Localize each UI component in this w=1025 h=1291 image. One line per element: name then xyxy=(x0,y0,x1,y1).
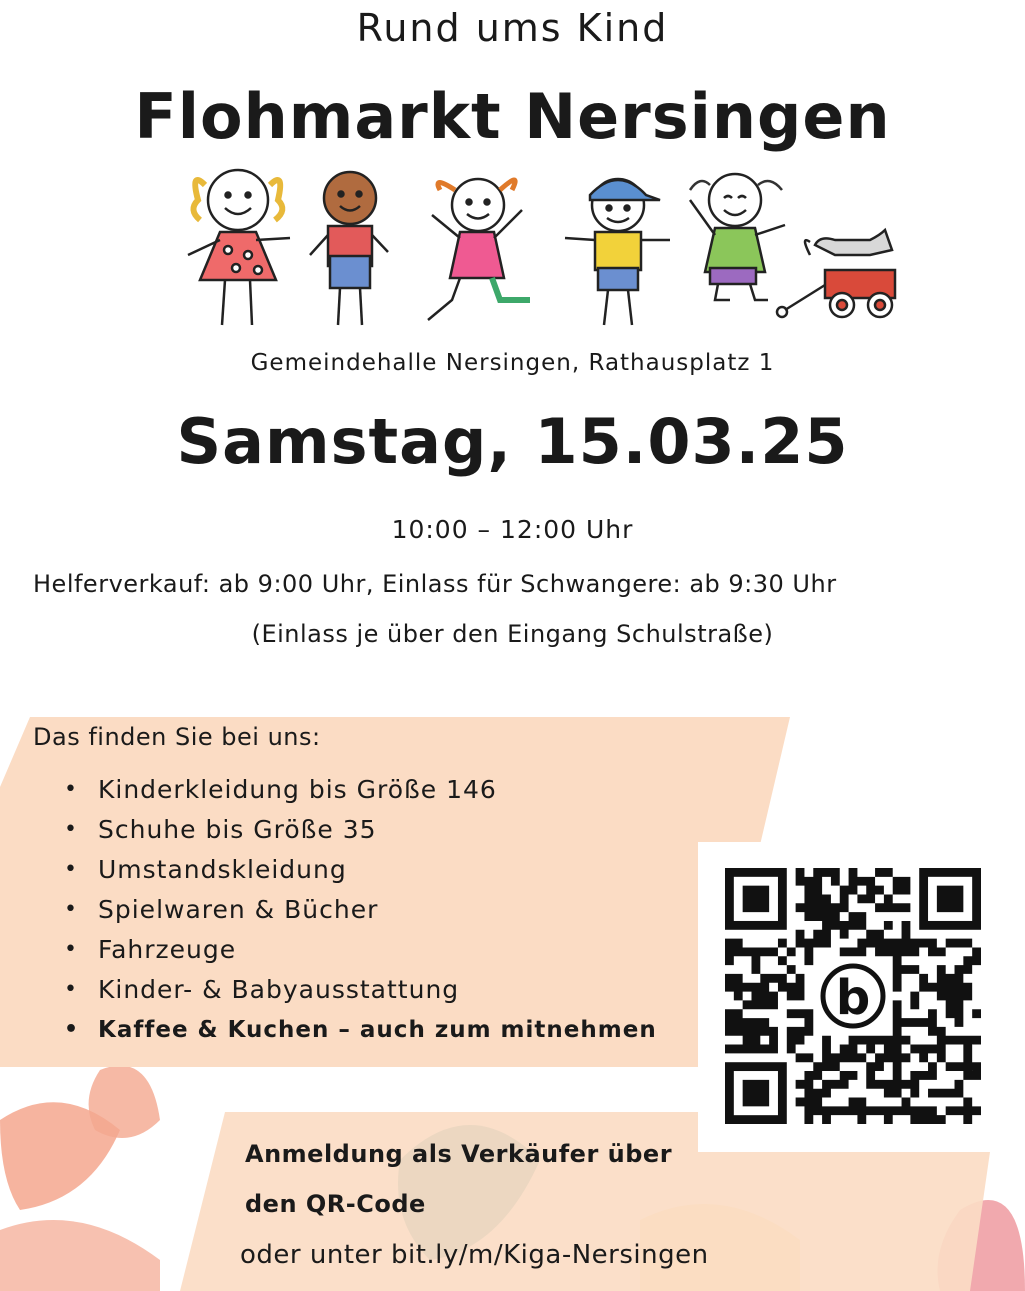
entrance-info: (Einlass je über den Eingang Schulstraße) xyxy=(251,620,774,648)
registration-link[interactable]: oder unter bit.ly/m/Kiga-Nersingen xyxy=(240,1240,709,1270)
qr-code[interactable] xyxy=(725,868,981,1124)
list-item: • Fahrzeuge xyxy=(58,930,657,970)
registration-line-1: Anmeldung als Verkäufer über xyxy=(245,1140,673,1168)
list-item: • Kinder- & Babyausstattung xyxy=(58,970,657,1010)
kid-girl-red-dress xyxy=(188,170,290,325)
list-item: • Schuhe bis Größe 35 xyxy=(58,810,657,850)
kid-girl-jumping xyxy=(428,179,530,320)
qr-finder-pattern xyxy=(729,872,782,925)
kid-girl-green-shirt xyxy=(690,174,785,300)
helper-info: Helferverkauf: ab 9:00 Uhr, Einlass für Schwangere: ab 9:30 Uhr xyxy=(33,570,837,598)
list-item: • Kaffee & Kuchen – auch zum mitnehmen xyxy=(58,1010,657,1050)
event-date: Samstag, 15.03.25 xyxy=(176,405,849,478)
leaf-salmon-top xyxy=(89,1066,160,1138)
list-item: • Umstandskleidung xyxy=(58,850,657,890)
list-item: • Spielwaren & Bücher xyxy=(58,890,657,930)
kid-boy-cap xyxy=(565,179,670,325)
event-time: 10:00 – 12:00 Uhr xyxy=(391,515,634,544)
list-item: • Kinderkleidung bis Größe 146 xyxy=(58,770,657,810)
dog-with-wagon xyxy=(777,230,895,317)
offer-list xyxy=(58,770,657,1050)
main-title: Flohmarkt Nersingen xyxy=(134,80,891,153)
qr-logo-glyph: b xyxy=(835,970,871,1026)
offer-heading: Das finden Sie bei uns: xyxy=(33,723,321,751)
event-location: Gemeindehalle Nersingen, Rathausplatz 1 xyxy=(250,350,775,376)
leaf-salmon-bottom xyxy=(0,1220,160,1291)
kid-boy-overalls xyxy=(310,172,388,325)
kids-illustration xyxy=(170,160,910,335)
subtitle: Rund ums Kind xyxy=(356,6,669,50)
registration-line-2: den QR-Code xyxy=(245,1190,426,1218)
qr-finder-pattern xyxy=(924,872,977,925)
